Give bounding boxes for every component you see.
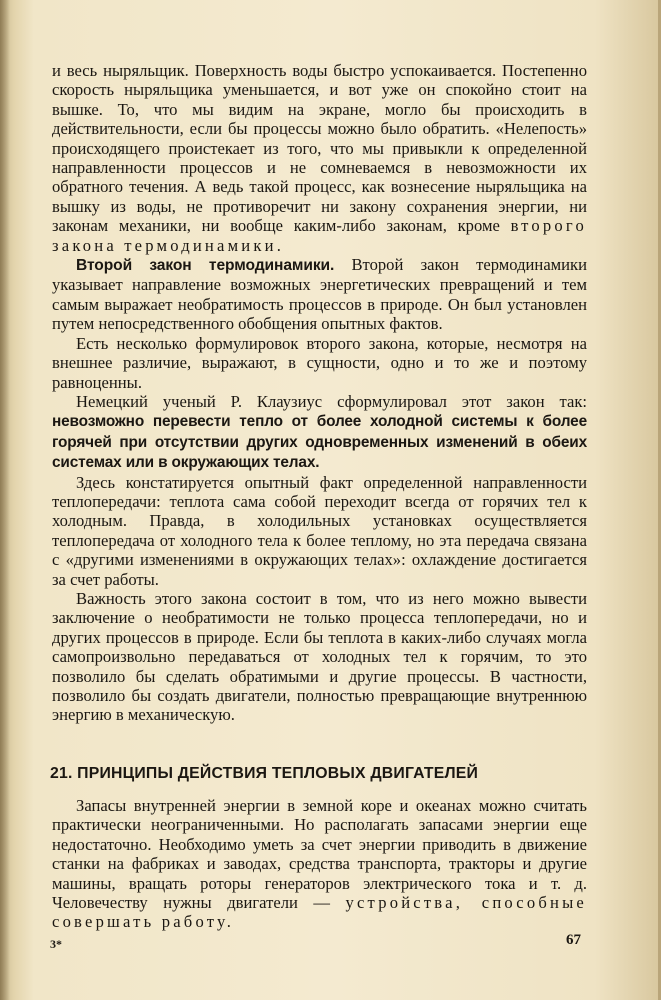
paragraph-text: Запасы внутренней энергии в земной коре и океанах можно считать практически неограниченными. Но располагать запасами энергии еще недостаточно. Необходимо уметь за счет энергии приводить в движение станки на фабриках и заводах, средства транспорта, тракторы и другие машины, вращать роторы генераторов электрического тока и т. д. Человечеству нужны двигатели —	[52, 796, 587, 913]
paragraph-second-law	[52, 255, 587, 334]
paragraph-heat-direction	[52, 473, 587, 589]
clausius-statement: невозможно перевести тепло от более холодной системы к более горячей при отсутствии других одновременных изменений в обеих системах или в окружающих телах.	[52, 413, 587, 472]
paragraph-text: Немецкий ученый Р. Клаузиус сформулировал этот закон так:	[76, 391, 587, 411]
section-text	[52, 796, 587, 932]
spaced-emphasis: второго закона термодинамики.	[52, 216, 587, 255]
paragraph-text: и весь ныряльщик. Поверхность воды быстро успокаивается. Постепенно скорость ныряльщика уменьшается, и вот уже он спокойно стоит на вышке. То, что мы видим на экране, могло бы происходить в действительности, если бы процессы можно было обратить. «Нелепость» происходящего проистекает из того, что мы привыкли к определенной направленности процессов и не сомневаемся в невозможности их обратного течения. А ведь такой процесс, как вознесение ныряльщика на вышку из воды, не противоречит ни закону сохранения энергии, ни законам механики, ни вообще каким-либо законам, кроме	[52, 61, 587, 236]
paragraph-formulations	[52, 334, 587, 392]
paragraph-text: Есть несколько формулировок второго закона, которые, несмотря на внешнее различие, выражают, в сущности, одно и то же и поэтому равноценны.	[52, 333, 587, 392]
paragraph-heading-bold: Второй закон термодинамики.	[76, 257, 335, 275]
spaced-emphasis: устройства, способные совершать работу.	[52, 893, 588, 932]
paragraph-diver	[52, 61, 587, 255]
paragraph-text: Важность этого закона состоит в том, что из него можно вывести заключение о необратимости не только процесса теплопередачи, но и других процессов в природе. Если бы теплота в каких-либо случаях могла самопроизвольно передаваться от холодных тел к горячим, то это позволило бы сделать обратимыми и другие процессы. В частности, позволило бы создать двигатели, полностью превращающие внутреннюю энергию в механическую.	[52, 588, 587, 725]
paragraph-energy-reserves	[52, 796, 587, 932]
paragraph-text: Здесь констатируется опытный факт определенной направленности теплопередачи: теплота сама собой переходит всегда от горячих тел к холодным. Правда, в холодильных установках осуществляется теплопередача от холодного тела к более теплому, но эта передача связана с «другими изменениями в окружающих телах»: охлаждение достигается за счет работы.	[52, 472, 587, 589]
paragraph-importance	[52, 589, 587, 725]
paragraph-clausius	[52, 392, 587, 473]
section-heading: 21. ПРИНЦИПЫ ДЕЙСТВИЯ ТЕПЛОВЫХ ДВИГАТЕЛЕЙ	[50, 765, 479, 782]
main-text	[52, 61, 587, 725]
binding-shadow	[0, 0, 10, 1000]
page-number: 67	[566, 932, 581, 948]
paragraph-text: Второй закон термодинамики указывает направление возможных энергетических превращений и тем самым выражает необратимость процессов в природе. Он был установлен путем непосредственного обобщения опытных фактов.	[52, 255, 588, 334]
printer-signature: 3*	[50, 937, 62, 951]
